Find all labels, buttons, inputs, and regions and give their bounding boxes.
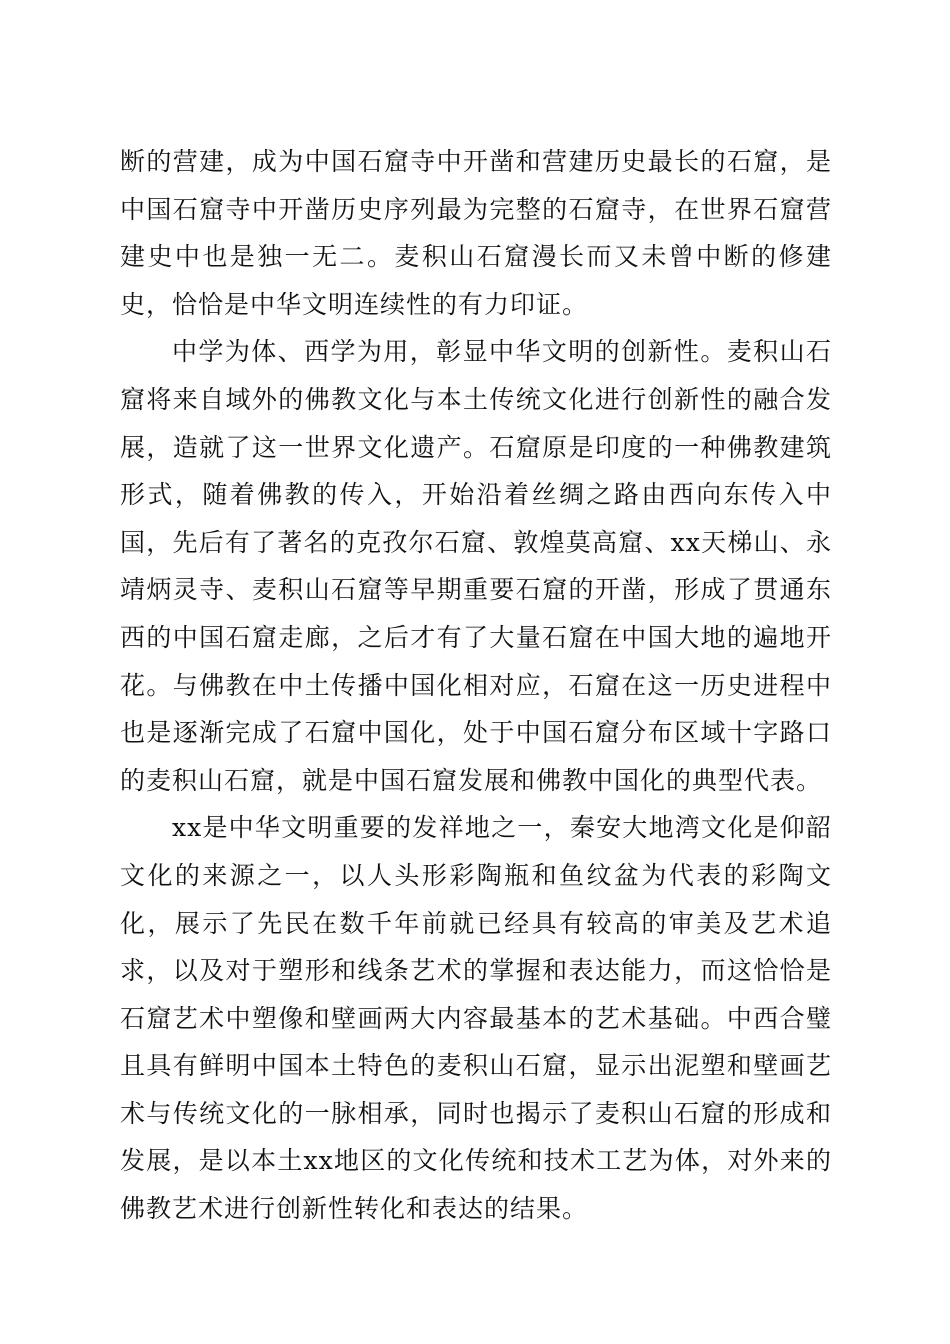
paragraph-innovation: 中学为体、西学为用，彰显中华文明的创新性。麦积山石窟将来自域外的佛教文化与本土传统文化进行创新性的融合发展，造就了这一世界文化遗产。石窟原是印度的一种佛教建筑形式，随着佛教的传入，开始沿着丝绸之路由西向东传入中国，先后有了著名的克孜尔石窟、敦煌莫高窟、xx天梯山、永靖炳灵寺、麦积山石窟等早期重要石窟的开凿，形成了贯通东西的中国石窟走廊，之后才有了大量石窟在中国大地的遍地开花。与佛教在中土传播中国化相对应，石窟在这一历史进程中也是逐渐完成了石窟中国化，处于中国石窟分布区域十字路口的麦积山石窟，就是中国石窟发展和佛教中国化的典型代表。: [120, 337, 832, 795]
paragraph-origin: xx是中华文明重要的发祥地之一，秦安大地湾文化是仰韶文化的来源之一，以人头形彩陶瓶和鱼纹盆为代表的彩陶文化，展示了先民在数千年前就已经具有较高的审美及艺术追求，以及对于塑形和线条艺术的掌握和表达能力，而这恰恰是石窟艺术中塑像和壁画两大内容最基本的艺术基础。中西合璧且具有鲜明中国本土特色的麦积山石窟，显示出泥塑和壁画艺术与传统文化的一脉相承，同时也揭示了麦积山石窟的形成和发展，是以本土xx地区的文化传统和技术工艺为体，对外来的佛教艺术进行创新性转化和表达的结果。: [120, 813, 832, 1224]
paragraph-continuation: 断的营建，成为中国石窟寺中开凿和营建历史最长的石窟，是中国石窟寺中开凿历史序列最为完整的石窟寺，在世界石窟营建史中也是独一无二。麦积山石窟漫长而又未曾中断的修建史，恰恰是中华文明连续性的有力印证。: [120, 147, 832, 319]
document-body: [120, 138, 832, 1233]
